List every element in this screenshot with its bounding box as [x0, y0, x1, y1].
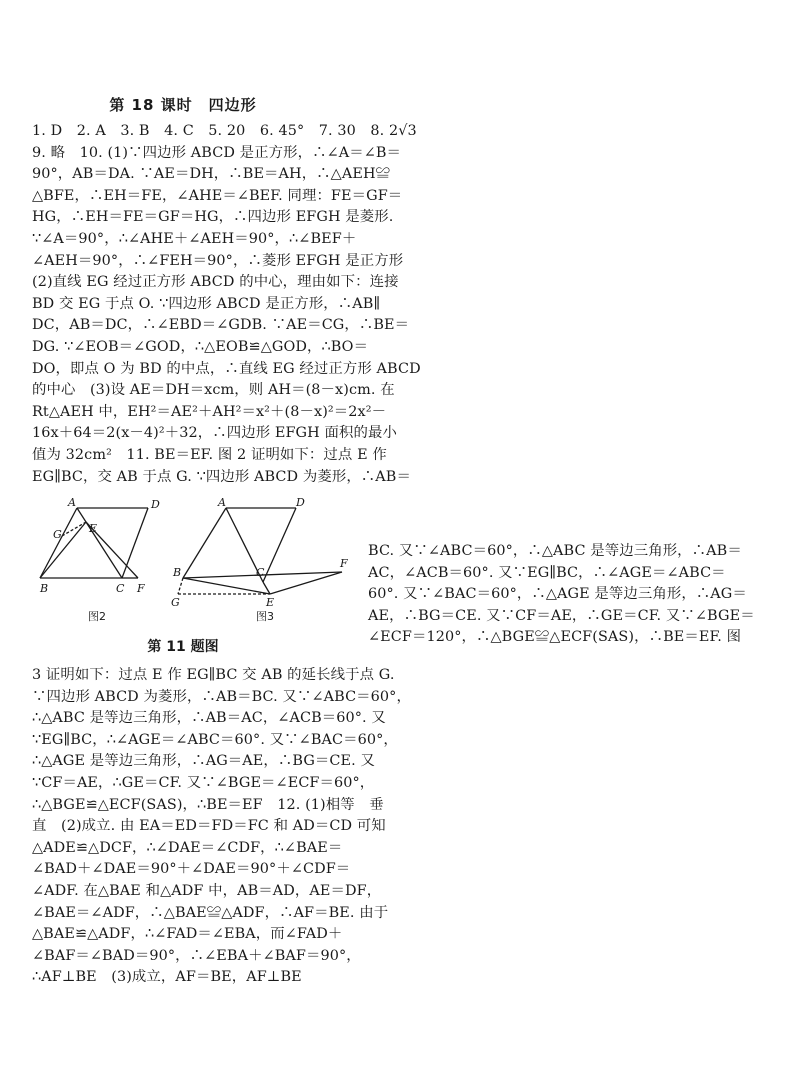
fig3-name: 图3 [256, 610, 274, 623]
text-line: ∠BAF＝∠BAD＝90°，∴∠EBA＋∠BAF＝90°， [32, 947, 361, 964]
figure-2 [40, 508, 148, 578]
fig2-label-g: G [53, 528, 62, 541]
fig2-name: 图2 [88, 610, 106, 623]
text-line: DC，AB＝DC，∴∠EBD＝∠GDB. ∵AE＝CG，∴BE＝ [32, 317, 410, 334]
text-line: ∠ADF. 在△BAE 和△ADF 中，AB＝AD，AE＝DF， [32, 882, 382, 899]
answer-text-right [368, 541, 755, 649]
fig2-label-e: E [89, 522, 98, 535]
fig2-label-b: B [40, 582, 49, 595]
fig2-edge-ab [40, 508, 77, 578]
fig3-edge-be [183, 578, 270, 594]
text-line: DG. ∵∠EOB＝∠GOD，∴△EOB≌△GOD，∴BO＝ [32, 338, 369, 355]
text-line: 直 (2)成立. 由 EA＝ED＝FD＝FC 和 AD＝CD 可知 [32, 818, 386, 835]
fig3-label-b: B [173, 566, 182, 579]
text-line: 9. 略 10. (1)∵四边形 ABCD 是正方形，∴∠A＝∠B＝ [32, 144, 402, 161]
text-line: 的中心 (3)设 AE＝DH＝xcm，则 AH＝(8－x)cm. 在 [32, 382, 395, 399]
text-line: ∵EG∥BC，∴∠AGE＝∠ABC＝60°. 又∵∠BAC＝60°， [32, 731, 398, 748]
text-line: ∴AF⊥BE (3)成立，AF＝BE，AF⊥BE [32, 969, 302, 986]
text-line: 60°. 又∵∠BAC＝60°，∴△AGE 是等边三角形，∴AG＝ [368, 586, 747, 603]
text-line: HG，∴EH＝FE＝GF＝HG，∴四边形 EFGH 是菱形. [32, 209, 394, 226]
text-line: AE，∴BG＝CE. 又∵CF＝AE，∴GE＝CF. 又∵∠BGE＝ [368, 607, 755, 624]
text-line: ∠ECF＝120°，∴△BGE≌△ECF(SAS)，∴BE＝EF. 图 [368, 629, 742, 646]
text-line: (2)直线 EG 经过正方形 ABCD 的中心，理由如下：连接 [32, 274, 399, 291]
text-line: △BFE，∴EH＝FE，∠AHE＝∠BEF. 同理：FE＝GF＝ [32, 187, 403, 204]
text-line: ∴△ABC 是等边三角形，∴AB＝AC，∠ACB＝60°. 又 [32, 710, 386, 727]
text-line: ∠BAE＝∠ADF，∴△BAE≌△ADF，∴AF＝BE. 由于 [32, 904, 389, 921]
text-line: ∵四边形 ABCD 为菱形，∴AB＝BC. 又∵∠ABC＝60°， [32, 688, 411, 705]
text-line: EG∥BC，交 AB 于点 G. ∵四边形 ABCD 为菱形，∴AB＝ [32, 468, 411, 485]
text-line: ∴△AGE 是等边三角形，∴AG＝AE，∴BG＝CE. 又 [32, 753, 375, 770]
fig2-label-d: D [151, 498, 160, 511]
answer-text-left-bottom [32, 665, 411, 989]
text-line: 90°，AB＝DA. ∵AE＝DH，∴BE＝AH，∴△AEH≌ [32, 166, 391, 183]
text-line: ∴△BGE≌△ECF(SAS)，∴BE＝EF 12. (1)相等 垂 [32, 796, 384, 813]
fig2-label-c: C [116, 582, 125, 595]
fig3-label-a: A [218, 496, 226, 509]
fig3-edge-ab [183, 508, 226, 578]
fig2-label-a: A [68, 496, 76, 509]
figure-11 [28, 496, 368, 631]
fig3-edge-ef [270, 572, 342, 594]
text-line: ∵CF＝AE，∴GE＝CF. 又∵∠BGE＝∠ECF＝60°， [32, 774, 375, 791]
fig2-edge-ac [77, 508, 122, 578]
text-line: BC. 又∵∠ABC＝60°，∴△ABC 是等边三角形，∴AB＝ [368, 543, 742, 559]
fig3-label-d: D [296, 496, 305, 509]
text-line: 1. D 2. A 3. B 4. C 5. 20 6. 45° 7. 30 8. 2√3 [32, 123, 417, 139]
fig2-label-f: F [137, 582, 145, 595]
text-line: 值为 32cm² 11. BE＝EF. 图 2 证明如下：过点 E 作 [32, 446, 387, 463]
fig2-edge-be [40, 522, 86, 578]
text-line: 16x＋64＝2(x－4)²＋32，∴四边形 EFGH 面积的最小 [32, 425, 397, 442]
figure-3 [178, 508, 342, 594]
figure-caption: 第 11 题图 [147, 639, 219, 655]
text-line: DO，即点 O 为 BD 的中点，∴直线 EG 经过正方形 ABCD [32, 360, 421, 377]
text-line: AC，∠ACB＝60°. 又∵EG∥BC，∴∠AGE＝∠ABC＝ [368, 564, 726, 581]
fig3-edge-dc [263, 508, 296, 582]
fig2-edge-dc [122, 508, 148, 578]
fig3-label-e: E [266, 596, 275, 609]
answer-text-left-top [32, 121, 421, 488]
section-heading: 第 18 课时 四边形 [109, 96, 257, 114]
text-line: ∵∠A＝90°，∴∠AHE＋∠AEH＝90°，∴∠BEF＋ [32, 230, 357, 247]
text-line: ∠BAD＋∠DAE＝90°＋∠DAE＝90°＋∠CDF＝ [32, 861, 351, 878]
text-line: △ADE≌△DCF，∴∠DAE＝∠CDF，∴∠BAE＝ [32, 839, 343, 856]
text-line: BD 交 EG 于点 O. ∵四边形 ABCD 是正方形，∴AB∥ [32, 295, 381, 312]
fig3-label-g: G [171, 596, 180, 609]
fig3-edge-ce [263, 582, 270, 594]
text-line: △BAE≌△ADF，∴∠FAD＝∠EBA，而∠FAD＋ [32, 926, 343, 943]
fig3-label-c: C [256, 566, 265, 579]
text-line: ∠AEH＝90°，∴∠FEH＝90°，∴菱形 EFGH 是正方形 [32, 252, 404, 269]
fig3-edge-bg [178, 578, 183, 594]
fig3-label-f: F [340, 557, 348, 570]
text-line: Rt△AEH 中，EH²＝AE²＋AH²＝x²＋(8－x)²＝2x²－ [32, 403, 387, 420]
text-line: 3 证明如下：过点 E 作 EG∥BC 交 AB 的延长线于点 G. [32, 667, 395, 683]
